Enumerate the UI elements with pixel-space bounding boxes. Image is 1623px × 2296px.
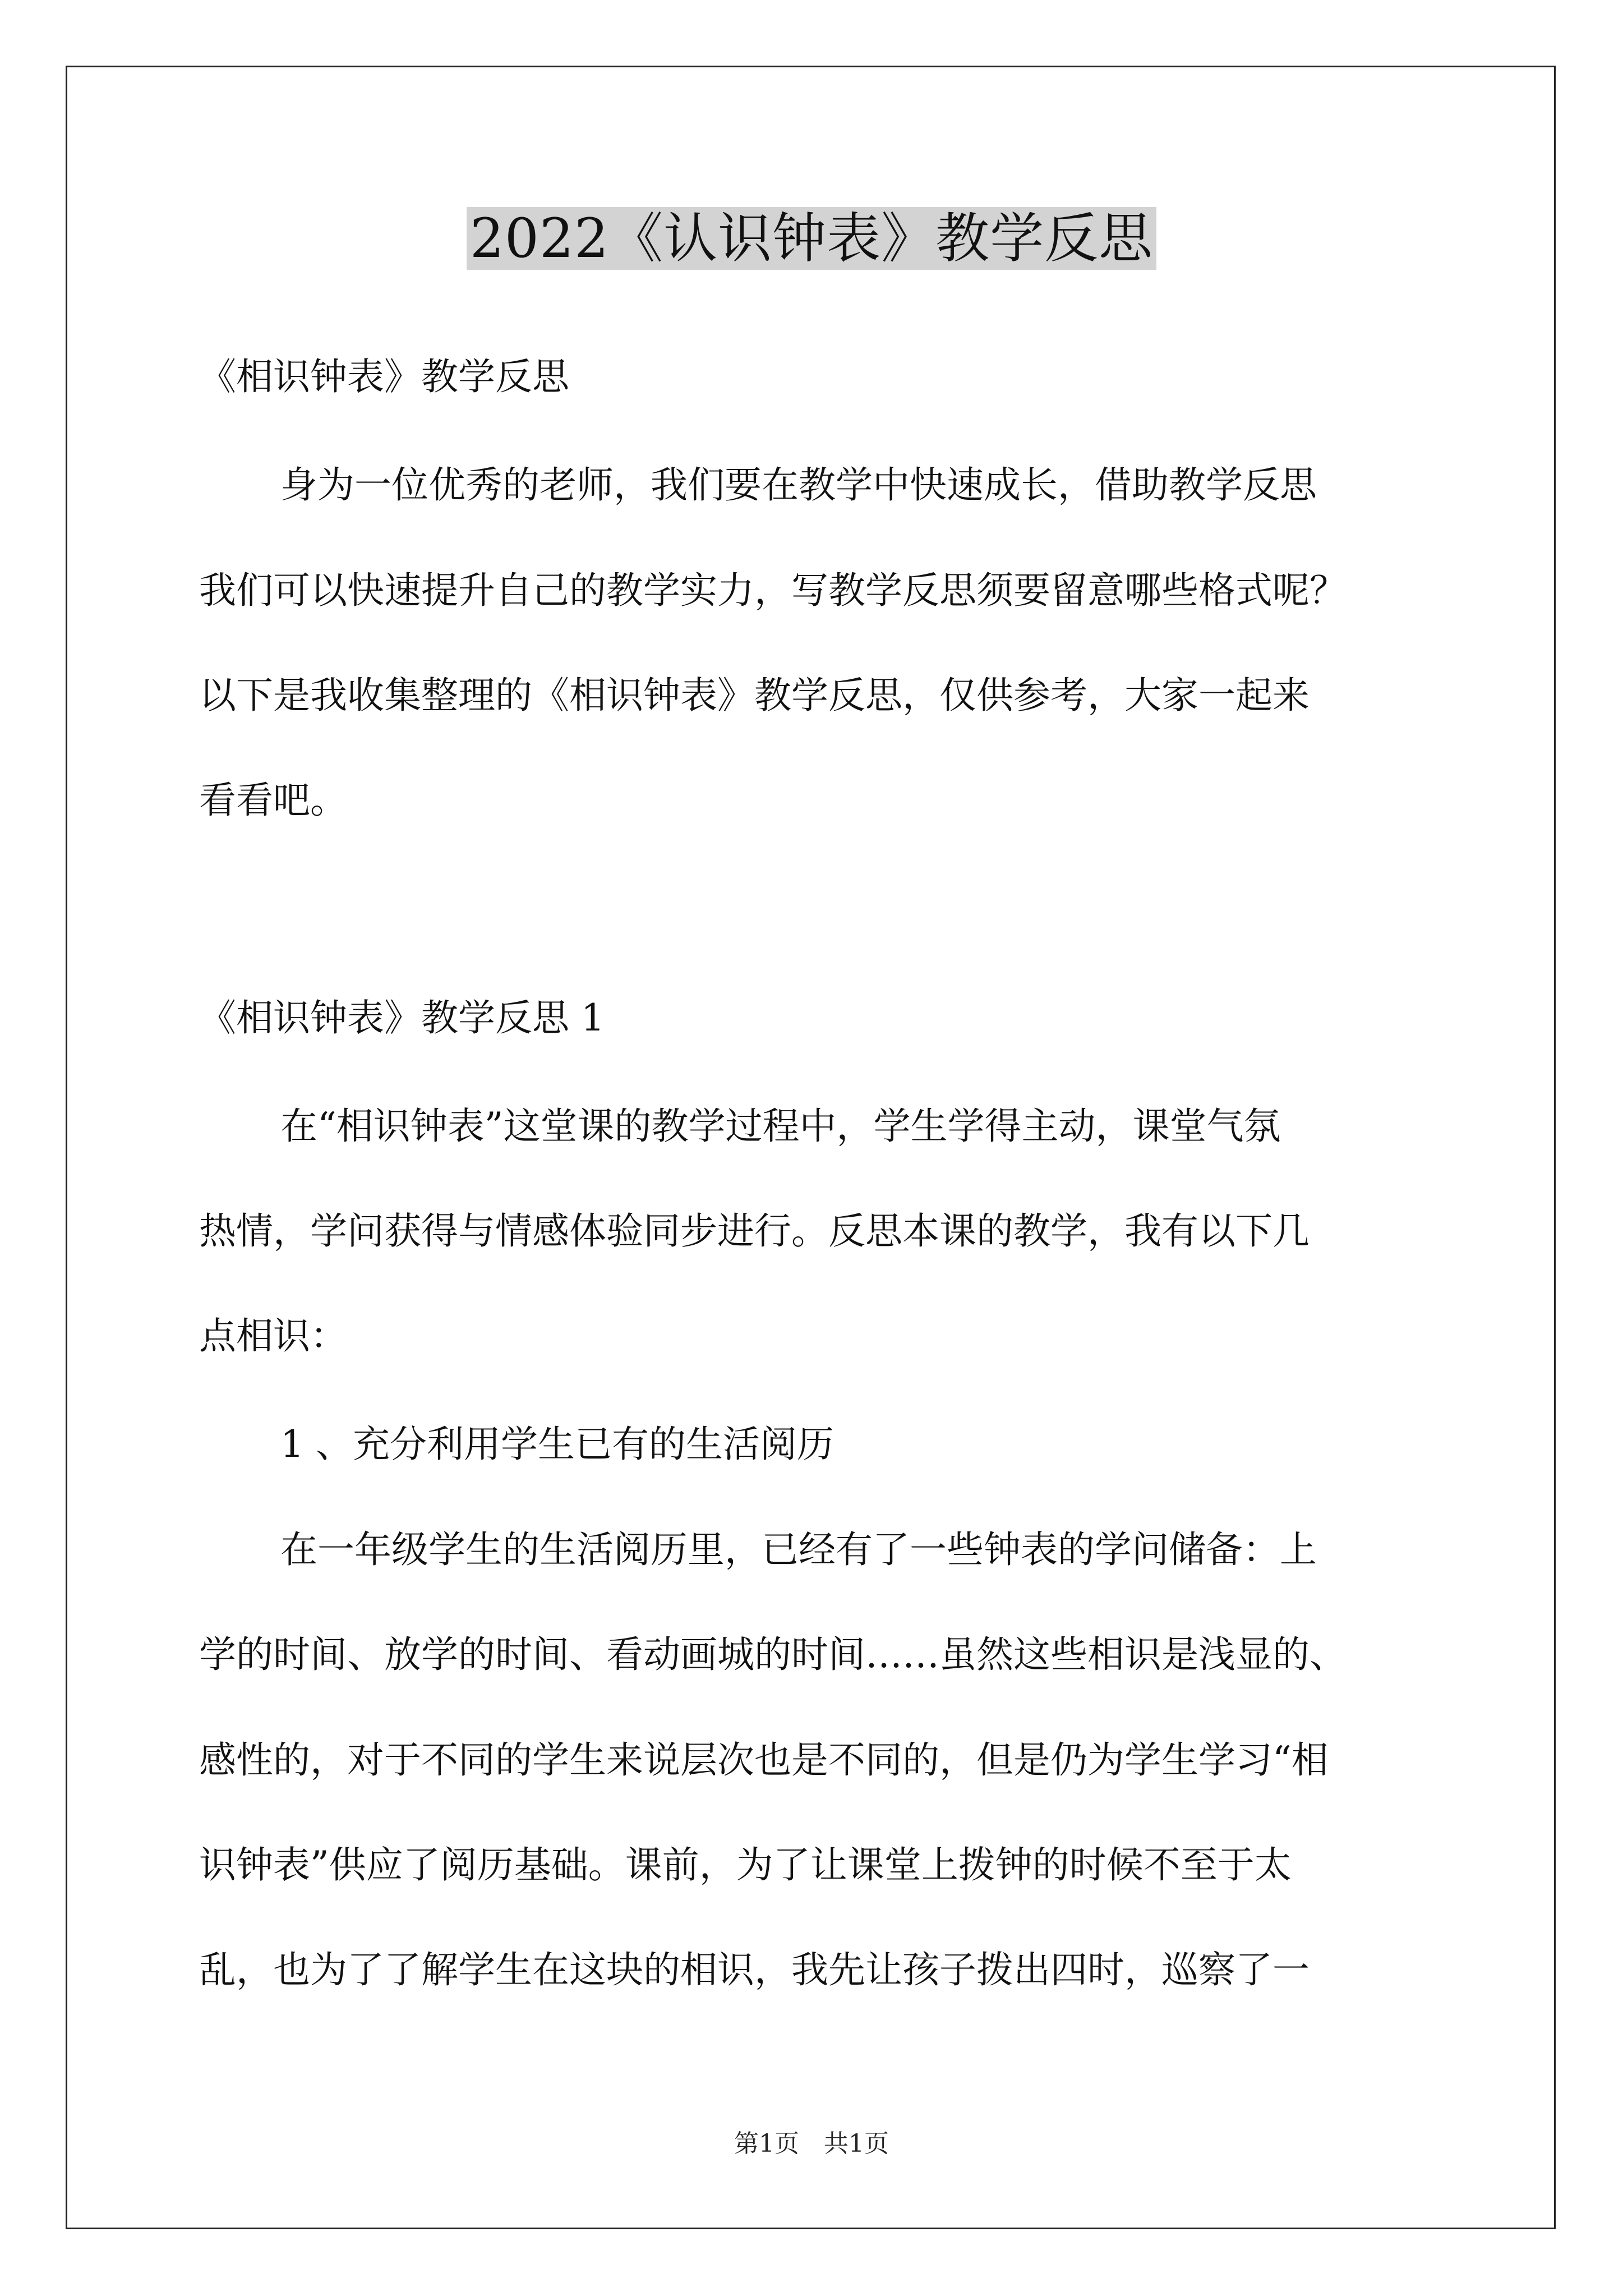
paragraph-line: 学的时间、放学的时间、看动画城的时间……虽然这些相识是浅显的、 [199,1633,1347,1676]
document-title-text: 2022《认识钟表》教学反思 [467,207,1156,270]
paragraph-line: 识钟表”供应了阅历基础。课前，为了让课堂上拨钟的时候不至于太 [199,1843,1292,1887]
document-title [0,199,1623,278]
paragraph-line: 身为一位优秀的老师，我们要在教学中快速成长，借助教学反思 [280,463,1317,507]
paragraph-line: 看看吧。 [199,779,347,822]
paragraph-line: 以下是我收集整理的《相识钟表》教学反思，仅供参考，大家一起来 [199,674,1310,717]
paragraph-line: 我们可以快速提升自己的教学实力，写教学反思须要留意哪些格式呢？ [199,569,1347,612]
list-item-heading: 1 、充分利用学生已有的生活阅历 [280,1423,834,1466]
paragraph-line: 乱，也为了了解学生在这块的相识，我先让孩子拨出四时，巡察了一 [199,1948,1310,1991]
section-heading-intro: 《相识钟表》教学反思 [199,355,569,398]
section-heading-1: 《相识钟表》教学反思 1 [199,996,605,1039]
page-number-footer: 第1页 共1页 [734,2129,889,2158]
paragraph-line: 热情，学问获得与情感体验同步进行。反思本课的教学，我有以下几 [199,1209,1310,1253]
paragraph-line: 点相识： [199,1314,347,1358]
paragraph-line: 在“相识钟表”这堂课的教学过程中，学生学得主动，课堂气氛 [280,1105,1281,1148]
paragraph-line: 在一年级学生的生活阅历里，已经有了一些钟表的学问储备：上 [280,1528,1317,1571]
paragraph-line: 感性的，对于不同的学生来说层次也是不同的，但是仍为学生学习“相 [199,1738,1329,1782]
